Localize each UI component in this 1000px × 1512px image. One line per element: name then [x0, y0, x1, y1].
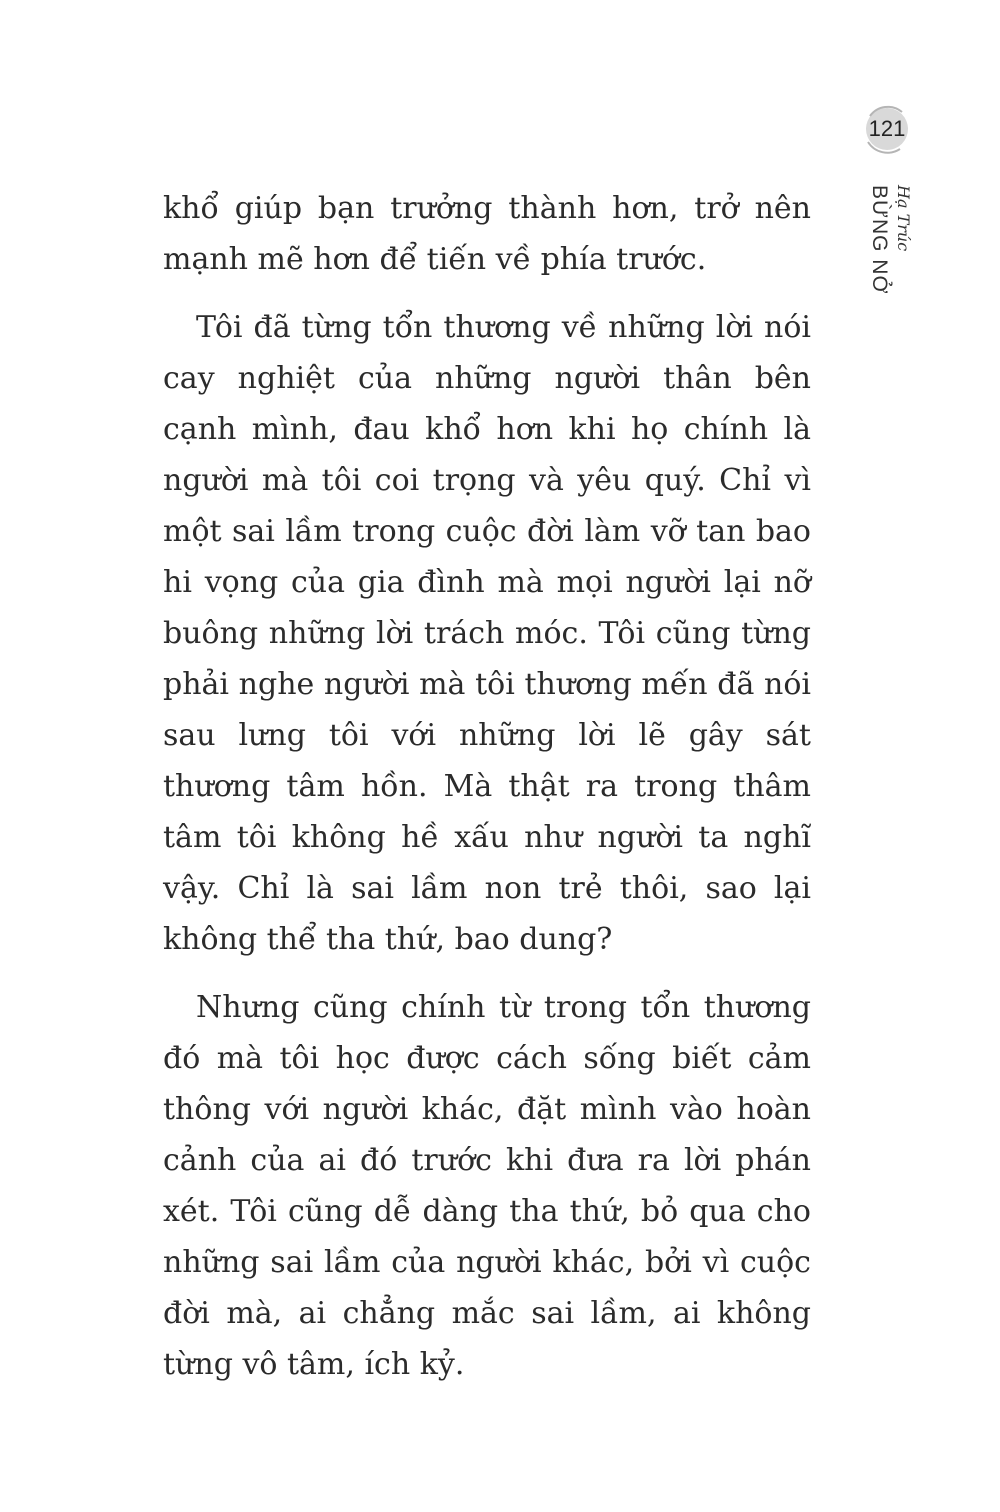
running-title-author: Hạ Trúc: [894, 185, 913, 252]
running-title: [862, 185, 914, 295]
page-number: 121: [868, 116, 906, 141]
paragraph: Nhưng cũng chính từ trong tổn thương đó mà tôi học được cách sống biết cảm thông với người khác, đặt mình vào hoàn cảnh của ai đó trước khi đưa ra lời phán xét. Tôi cũng dễ dàng tha thứ, bỏ qua cho những sai lầm của người khác, bởi vì cuộc đời mà, ai chẳng mắc sai lầm, ai không từng vô tâm, ích kỷ.: [163, 990, 811, 1382]
text-body: [163, 183, 811, 1407]
running-title-book: BỪNG NỞ: [868, 185, 891, 295]
paragraph: Tôi đã từng tổn thương về những lời nói cay nghiệt của những người thân bên cạnh mình, đau khổ hơn khi họ chính là người mà tôi coi trọng và yêu quý. Chỉ vì một sai lầm trong cuộc đời làm vỡ tan bao hi vọng của gia đình mà mọi người lại nỡ buông những lời trách móc. Tôi cũng từng phải nghe người mà tôi thương mến đã nói sau lưng tôi với những lời lẽ gây sát thương tâm hồn. Mà thật ra trong thâm tâm tôi không hề xấu như người ta nghĩ vậy. Chỉ là sai lầm non trẻ thôi, sao lại không thể tha thứ, bao dung?: [163, 310, 811, 957]
paragraph-continued: khổ giúp bạn trưởng thành hơn, trở nên mạnh mẽ hơn để tiến về phía trước.: [163, 191, 811, 277]
page-number-badge: [862, 104, 912, 154]
